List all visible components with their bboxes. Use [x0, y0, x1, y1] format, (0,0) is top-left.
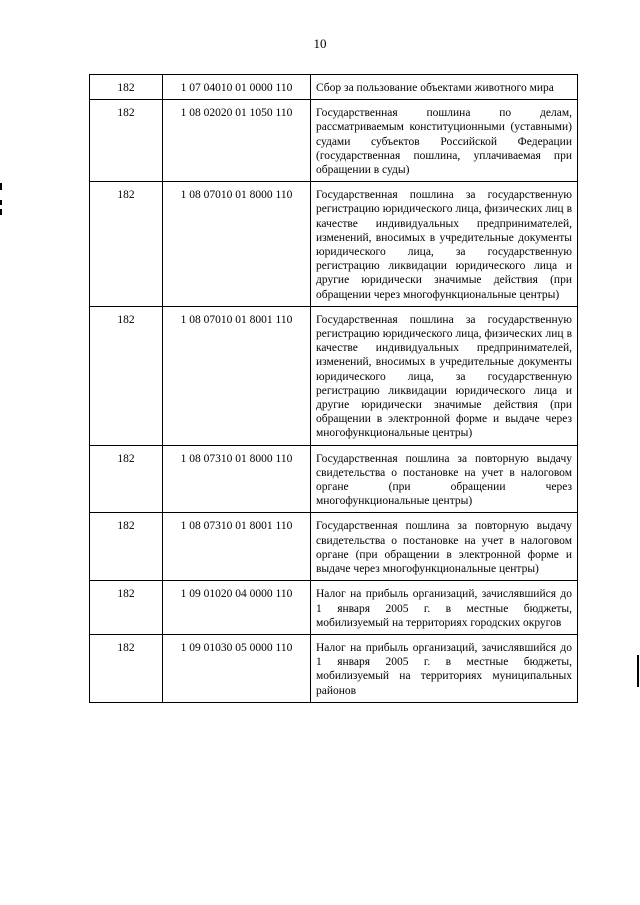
- revenue-name-cell: Государственная пошлина за повторную выдачу свидетельства о постановке на учет в налоговом органе (при обращении в электронной форме и выдаче через многофункциональные центры): [311, 513, 578, 581]
- kbk-code-cell: 1 08 07310 01 8001 110: [163, 513, 311, 581]
- table-row: [90, 581, 578, 635]
- revenue-name-cell: Государственная пошлина за государственную регистрацию юридического лица, физических лиц в качестве индивидуальных предпринимателей, изменений, вносимых в учредительные документы юридического лица, за государственную регистрацию ликвидации юридического лица и другие юридически значимые действия (при обращении через многофункциональные центры): [311, 182, 578, 307]
- table-row: [90, 306, 578, 445]
- kbk-code-cell: 1 07 04010 01 0000 110: [163, 75, 311, 100]
- revenue-name-cell: Налог на прибыль организаций, зачислявшийся до 1 января 2005 г. в местные бюджеты, мобилизуемый на территориях муниципальных районов: [311, 634, 578, 702]
- revenue-name-cell: Сбор за пользование объектами животного мира: [311, 75, 578, 100]
- admin-code-cell: 182: [90, 581, 163, 635]
- revenue-name-cell: Государственная пошлина за государственную регистрацию юридического лица, физических лиц в качестве индивидуальных предпринимателей, изменений, вносимых в учредительные документы юридического лица, за государственную регистрацию ликвидации юридического лица и другие юридически значимые действия (при обращении в электронной форме и выдаче через многофункциональные центры): [311, 306, 578, 445]
- table-row: [90, 75, 578, 100]
- revenue-codes-table: [89, 74, 578, 703]
- scan-edge-mark: [637, 655, 639, 687]
- table-row: [90, 634, 578, 702]
- kbk-code-cell: 1 08 07010 01 8000 110: [163, 182, 311, 307]
- kbk-code-cell: 1 08 07310 01 8000 110: [163, 445, 311, 513]
- scan-edge-mark: [0, 183, 2, 190]
- revenue-name-cell: Налог на прибыль организаций, зачислявшийся до 1 января 2005 г. в местные бюджеты, мобилизуемый на территориях городских округов: [311, 581, 578, 635]
- admin-code-cell: 182: [90, 182, 163, 307]
- admin-code-cell: 182: [90, 513, 163, 581]
- table-row: [90, 445, 578, 513]
- admin-code-cell: 182: [90, 634, 163, 702]
- admin-code-cell: 182: [90, 306, 163, 445]
- kbk-code-cell: 1 08 02020 01 1050 110: [163, 100, 311, 182]
- admin-code-cell: 182: [90, 445, 163, 513]
- scan-edge-mark: [0, 209, 2, 215]
- admin-code-cell: 182: [90, 75, 163, 100]
- revenue-name-cell: Государственная пошлина за повторную выдачу свидетельства о постановке на учет в налоговом органе (при обращении через многофункциональные центры): [311, 445, 578, 513]
- kbk-code-cell: 1 08 07010 01 8001 110: [163, 306, 311, 445]
- revenue-name-cell: Государственная пошлина по делам, рассматриваемым конституционными (уставными) судами субъектов Российской Федерации (государственная пошлина, уплачиваемая при обращении в суды): [311, 100, 578, 182]
- scan-edge-mark: [0, 200, 2, 205]
- admin-code-cell: 182: [90, 100, 163, 182]
- table-row: [90, 182, 578, 307]
- kbk-code-cell: 1 09 01020 04 0000 110: [163, 581, 311, 635]
- kbk-code-cell: 1 09 01030 05 0000 110: [163, 634, 311, 702]
- table-row: [90, 100, 578, 182]
- table-row: [90, 513, 578, 581]
- page-number: 10: [313, 36, 327, 51]
